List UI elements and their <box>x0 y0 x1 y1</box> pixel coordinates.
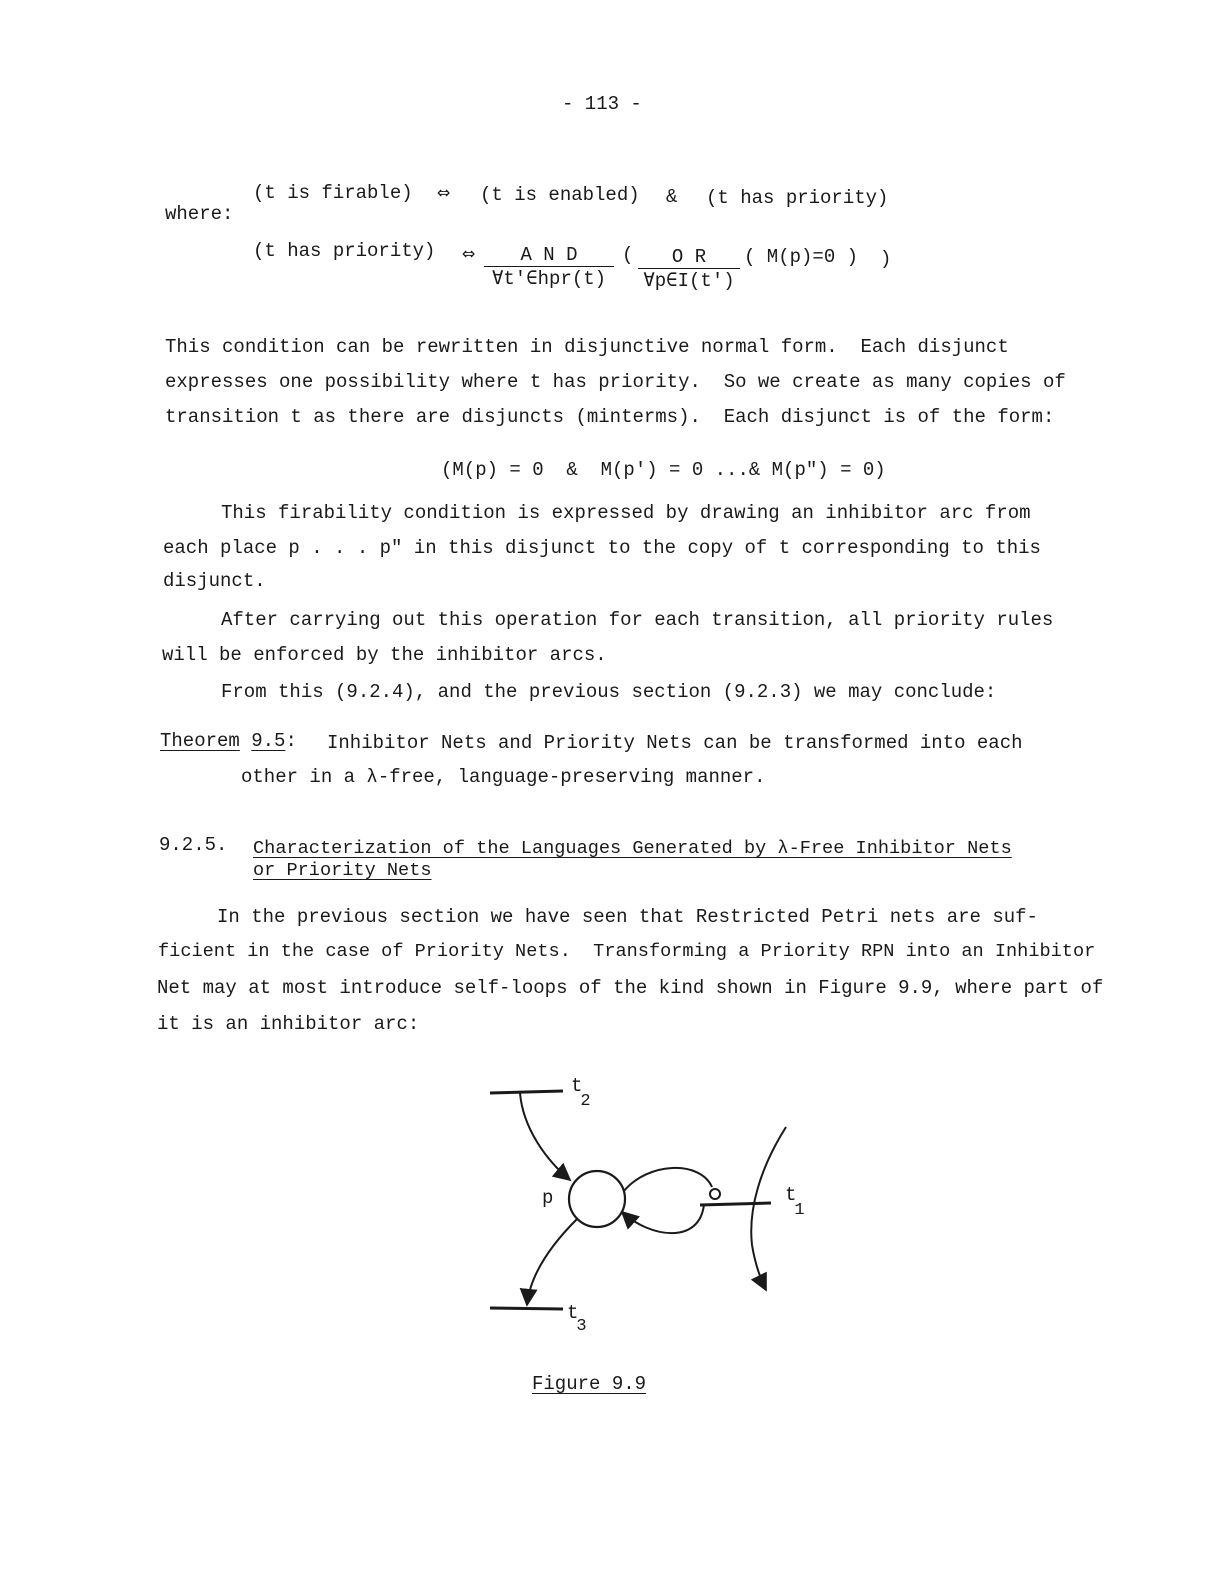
theorem-line2: other in a λ-free, language-preserving manner. <box>241 766 766 788</box>
para5-line1: In the previous section we have seen that Restricted Petri nets are suf- <box>217 906 1038 928</box>
paren-open: ( <box>622 244 634 266</box>
and-symbol: & <box>666 186 678 208</box>
section-title-line1: Characterization of the Languages Generated by λ-Free Inhibitor Nets <box>253 838 1012 859</box>
paren-close: ) <box>880 248 892 270</box>
arc-t1-to-p <box>622 1204 704 1233</box>
transition-t2-bar <box>490 1091 563 1093</box>
priority-term: (t has priority) <box>706 187 889 209</box>
theorem-number: 9.5 <box>251 730 286 752</box>
arc-through-t1 <box>751 1127 786 1290</box>
t1-label: t 1 <box>785 1184 805 1220</box>
para1-line2: expresses one possibility where t has priority. So we create as many copies of <box>165 371 1066 393</box>
section-title-line2: or Priority Nets <box>253 860 432 881</box>
para1-line3: transition t as there are disjuncts (minterms). Each disjunct is of the form: <box>165 406 1055 428</box>
transition-t1-bar <box>700 1203 771 1205</box>
para5-line4: it is an inhibitor arc: <box>157 1013 420 1035</box>
inhibitor-arc-p-to-t1 <box>624 1168 712 1191</box>
place-p-label: p <box>542 1187 554 1209</box>
iff-symbol: ⇔ <box>437 183 451 202</box>
theorem-colon: : <box>285 730 297 752</box>
para2-line2: each place p . . . p" in this disjunct to the copy of t corresponding to this <box>163 537 1041 559</box>
theorem-line1: Inhibitor Nets and Priority Nets can be transformed into each <box>327 732 1023 754</box>
page-number: - 113 - <box>562 93 642 115</box>
and-subscript: ∀t'∈hpr(t) <box>491 268 607 290</box>
para4: From this (9.2.4), and the previous section (9.2.3) we may conclude: <box>221 681 997 703</box>
t3-label: t 3 <box>567 1302 587 1336</box>
figure-caption: Figure 9.9 <box>532 1373 647 1395</box>
para2-line1: This firability condition is expressed by drawing an inhibitor arc from <box>221 502 1031 524</box>
iff-symbol-2: ⇔ <box>462 244 476 263</box>
inhibitor-arc-circle <box>710 1189 720 1199</box>
t2-label: t 2 <box>571 1075 591 1111</box>
arc-t2-to-p <box>520 1093 570 1180</box>
para2-line3: disjunct. <box>163 570 266 592</box>
enabled-term: (t is enabled) <box>480 184 640 206</box>
firable-lhs: (t is firable) <box>253 182 413 204</box>
para1-line1: This condition can be rewritten in disjunctive normal form. Each disjunct <box>165 336 1009 358</box>
theorem-label: Theorem <box>160 730 240 752</box>
priority-lhs: (t has priority) <box>253 240 436 262</box>
arc-p-to-t3 <box>527 1219 577 1305</box>
transition-t3-bar <box>490 1308 563 1309</box>
disjunct-formula: (M(p) = 0 & M(p') = 0 ...& M(p") = 0) <box>441 459 886 481</box>
para5-line2: ficient in the case of Priority Nets. Transforming a Priority RPN into an Inhibitor <box>158 941 1096 962</box>
or-subscript: ∀p∈I(t') <box>643 270 735 292</box>
para3-line1: After carrying out this operation for each transition, all priority rules <box>221 609 1054 631</box>
section-number: 9.2.5. <box>159 834 228 856</box>
inner-condition: ( M(p)=0 ) <box>744 246 859 268</box>
where-label: where: <box>165 203 234 225</box>
para3-line2: will be enforced by the inhibitor arcs. <box>162 644 607 666</box>
para5-line3: Net may at most introduce self-loops of the kind shown in Figure 9.9, where part of <box>157 977 1104 999</box>
and-operator: A N D <box>484 244 614 267</box>
or-operator: O R <box>638 246 740 269</box>
place-p <box>569 1171 625 1227</box>
